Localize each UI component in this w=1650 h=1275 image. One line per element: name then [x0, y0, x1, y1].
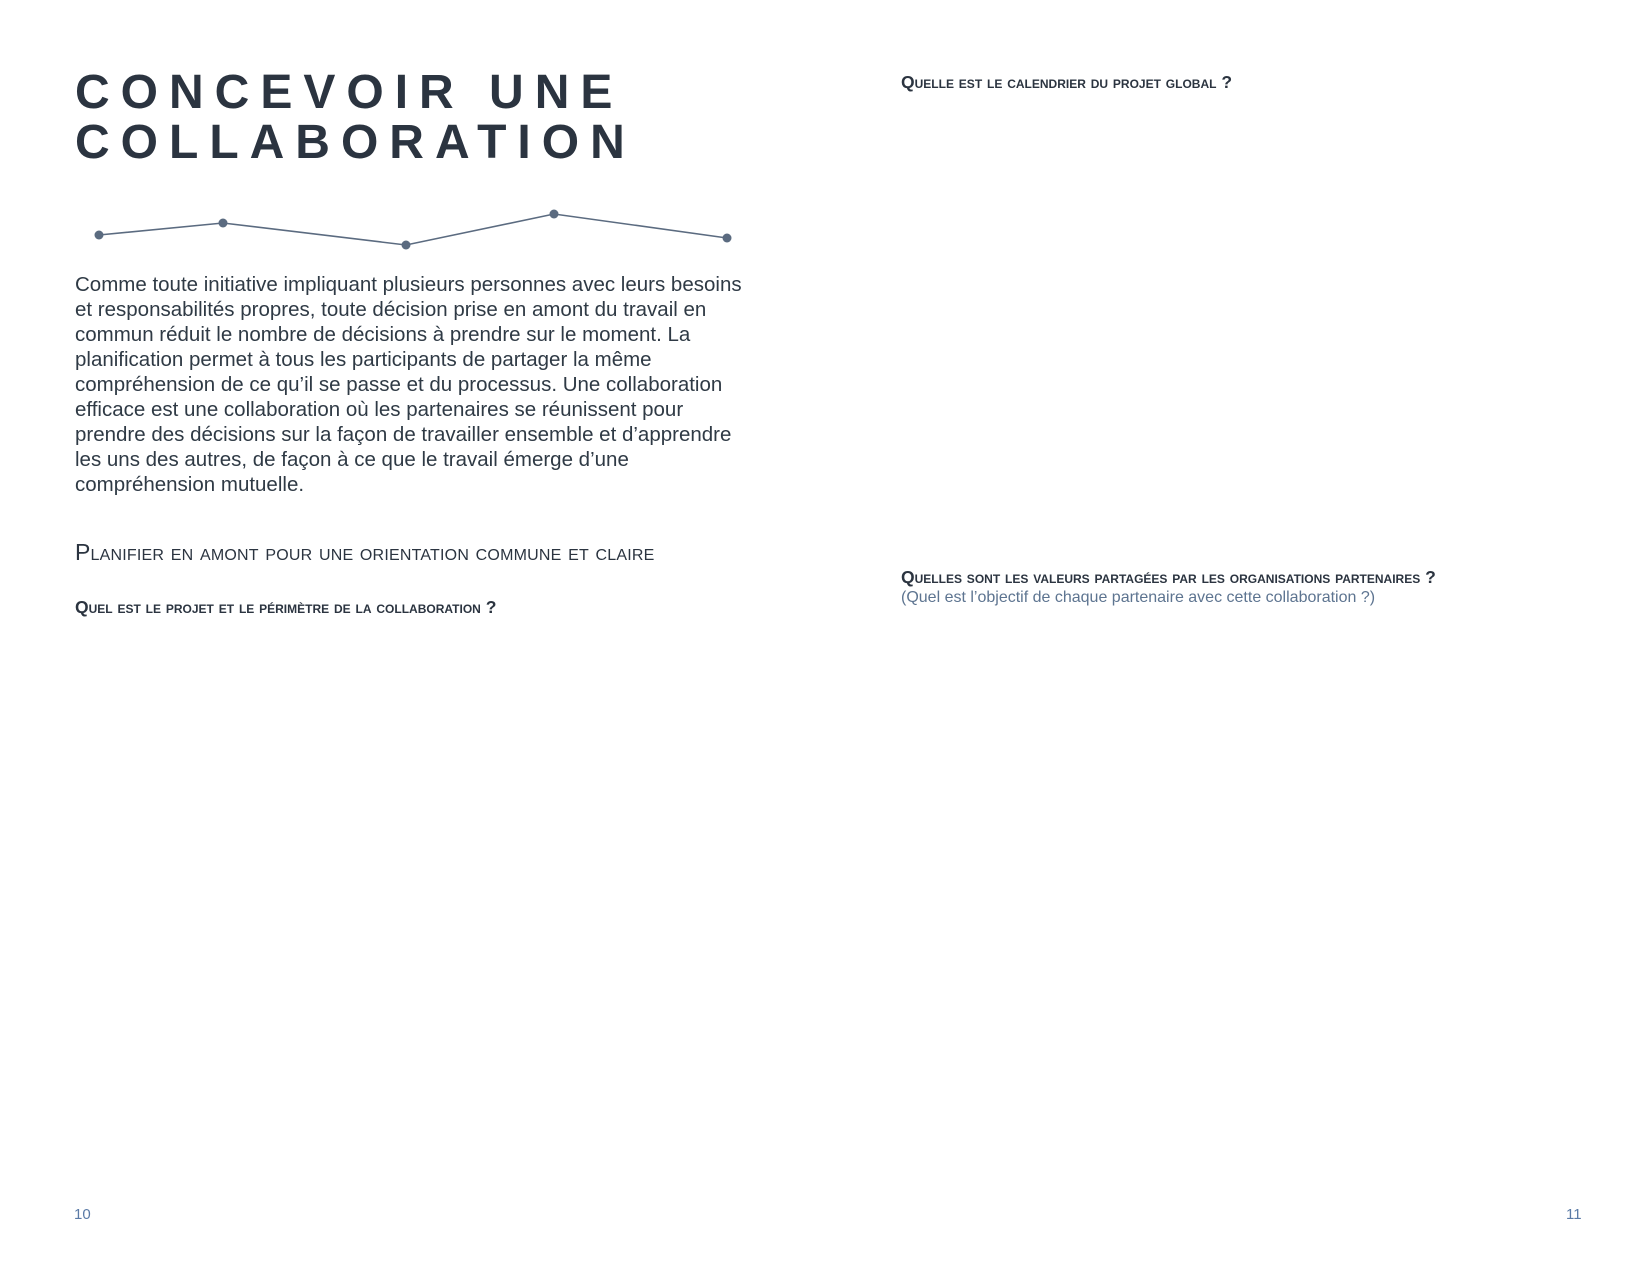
- intro-paragraph: Comme toute initiative impliquant plusieurs personnes avec leurs besoins et responsabilités propres, toute décision prise en amont du travail en commun réduit le nombre de décisions à prendre sur le moment. La planification permet à tous les participants de partager la même compréhension de ce qu’il se passe et du processus. Une collaboration efficace est une collaboration où les partenaires se réunissent pour prendre des décisions sur la façon de travailler ensemble et d’apprendre les uns des autres, de façon à ce que le travail émerge d’une compréhension mutuelle.: [75, 273, 742, 496]
- section-heading: Planifier en amont pour une orientation commune et claire: [75, 539, 655, 565]
- title-line-2: COLLABORATION: [75, 116, 636, 169]
- decorative-dot: [219, 219, 228, 228]
- decorative-dot: [723, 234, 732, 243]
- question-project-calendar: Quelle est le calendrier du projet global ?: [901, 72, 1233, 92]
- title-line-1: CONCEVOIR UNE: [75, 66, 624, 119]
- decorative-dot: [550, 210, 559, 219]
- page-title: [75, 68, 636, 168]
- question-project-scope: Quel est le projet et le périmètre de la collaboration ?: [75, 597, 497, 617]
- question-shared-values-subtitle: (Quel est l’objectif de chaque partenaire avec cette collaboration ?): [901, 589, 1376, 606]
- page-number-right: 11: [1566, 1206, 1582, 1223]
- page-number-left: 10: [74, 1206, 91, 1223]
- answer-area-project-scope[interactable]: [75, 630, 745, 1090]
- decorative-dot: [95, 231, 104, 240]
- question-shared-values: Quelles sont les valeurs partagées par les organisations partenaires ?: [901, 567, 1436, 587]
- answer-area-shared-values[interactable]: [901, 620, 1571, 1090]
- decorative-polyline: [99, 214, 727, 245]
- answer-area-project-calendar[interactable]: [901, 105, 1571, 545]
- decorative-line-graphic: [90, 200, 740, 250]
- decorative-dot: [402, 241, 411, 250]
